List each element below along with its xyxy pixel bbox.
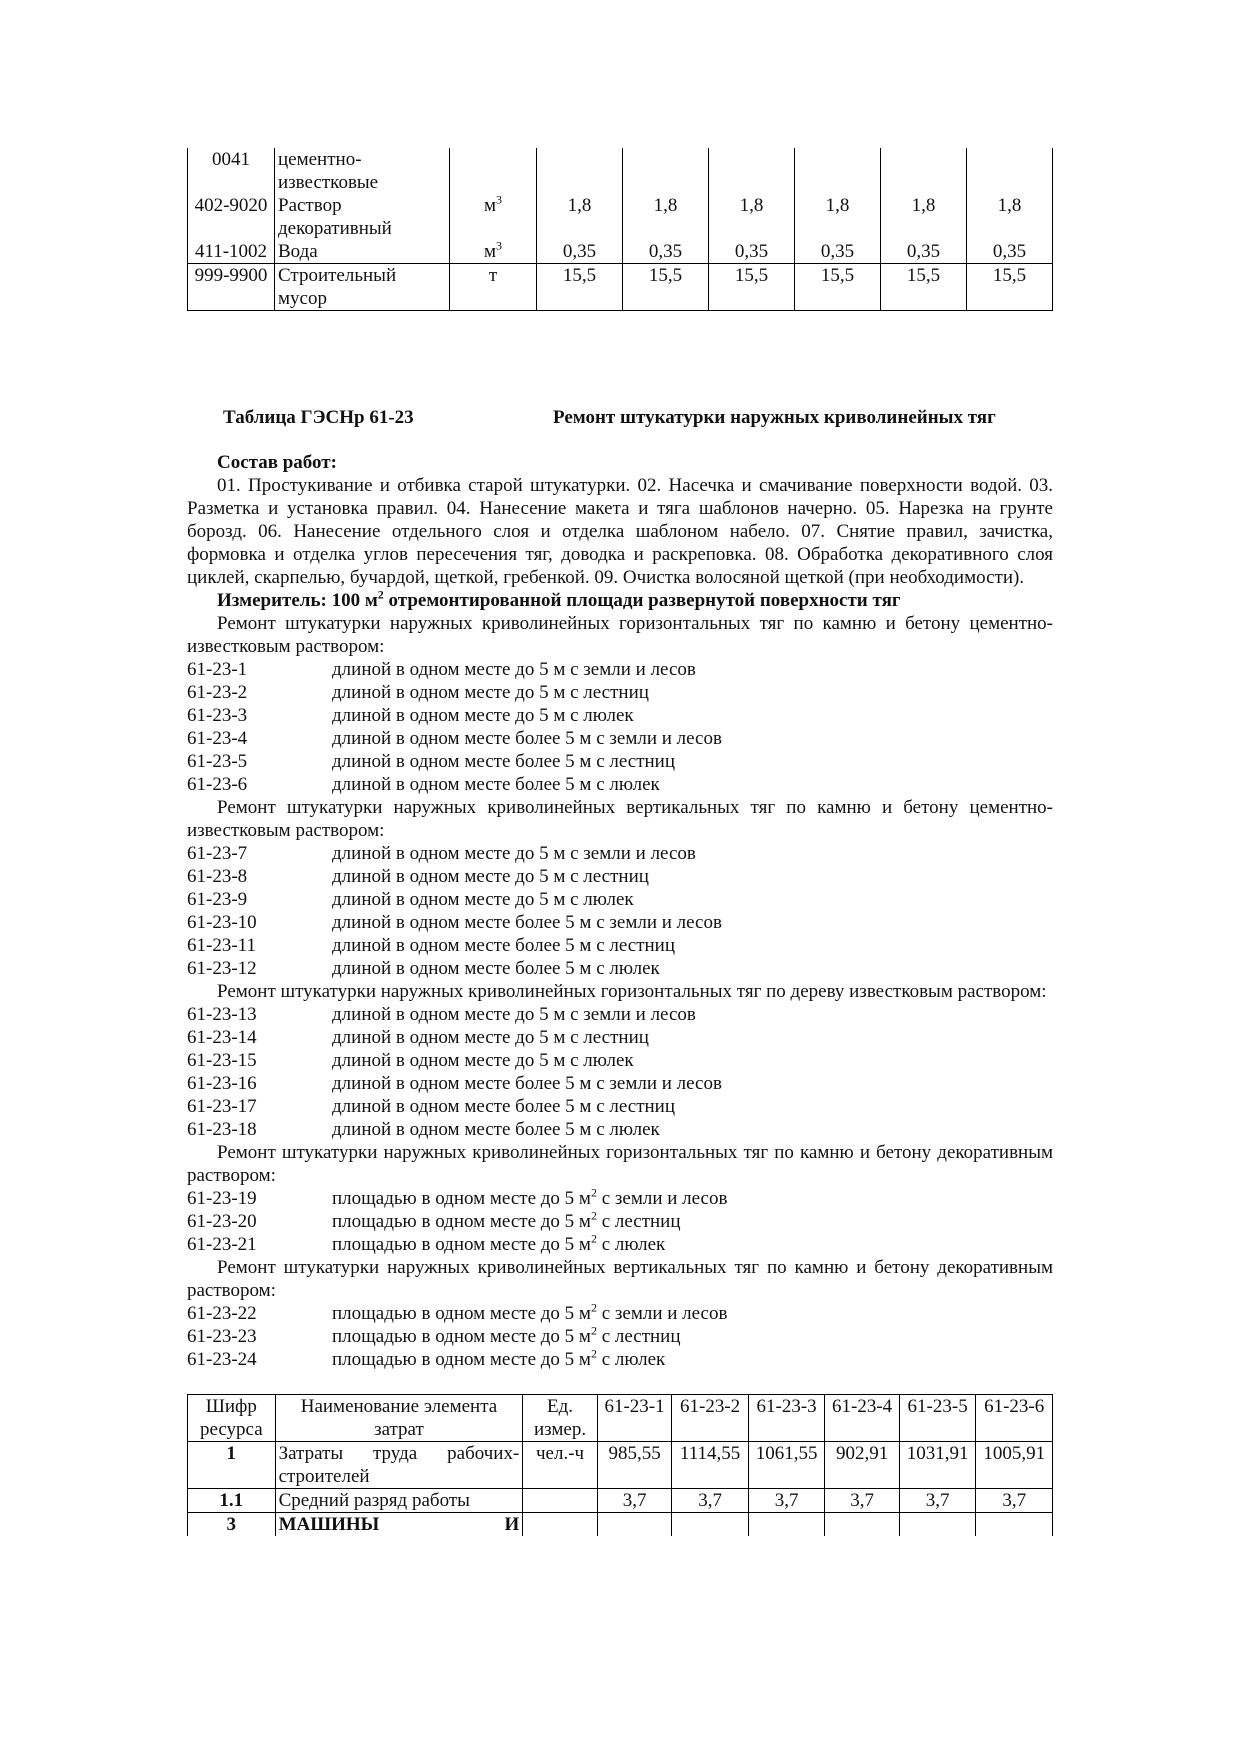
item-code: 61-23-12 — [187, 958, 257, 979]
resource-value: 1,8 — [967, 194, 1053, 240]
resource-value: 15,5 — [967, 264, 1053, 311]
norm-value: 1031,91 — [899, 1442, 976, 1489]
resource-name: цементно-известковые — [275, 148, 450, 194]
resource-value: 15,5 — [881, 264, 967, 311]
resource-value — [709, 148, 795, 194]
resource-value: 0,35 — [623, 240, 709, 264]
resource-value: 1,8 — [537, 194, 623, 240]
item-code: 61-23-19 — [187, 1188, 257, 1209]
column-header: Шифр ресурса — [188, 1395, 276, 1442]
group-title: Ремонт штукатурки наружных криволинейных вертикальных тяг по камню и бетону цементно-известковым раствором: — [187, 797, 1053, 841]
item-description: длиной в одном месте более 5 м с земли и лесов — [332, 912, 722, 933]
list-item — [187, 1187, 1053, 1210]
item-description: длиной в одном месте более 5 м с земли и лесов — [332, 728, 722, 749]
resource-value: 1,8 — [795, 194, 881, 240]
norm-value: 1114,55 — [672, 1442, 749, 1489]
table-row — [188, 1442, 1053, 1489]
norm-value: 3,7 — [899, 1489, 976, 1513]
resource-value — [623, 148, 709, 194]
norm-value: 3,7 — [597, 1489, 672, 1513]
list-item — [187, 750, 1053, 773]
resource-value: 1,8 — [881, 194, 967, 240]
table-row — [188, 1513, 1053, 1537]
list-item — [187, 842, 1053, 865]
item-description: площадью в одном месте до 5 $м^2$ с лестниц — [332, 1208, 681, 1232]
resource-value — [795, 148, 881, 194]
resource-code: 0041 — [188, 148, 275, 194]
item-code: 61-23-22 — [187, 1303, 257, 1324]
item-description: длиной в одном месте более 5 м с люлек — [332, 774, 660, 795]
item-code: 61-23-14 — [187, 1027, 257, 1048]
item-code: 61-23-2 — [187, 682, 248, 703]
resource-code: 411-1002 — [188, 240, 275, 264]
norm-value — [899, 1513, 976, 1537]
measure-line: Измеритель: 100 $м^2$ отремонтированной площади развернутой поверхности тяг — [217, 587, 901, 611]
resource-code: 3 — [188, 1513, 276, 1537]
item-description: длиной в одном месте до 5 м с люлек — [332, 1050, 634, 1071]
resource-name: Затраты труда рабочих-строителей — [275, 1442, 523, 1489]
resource-value: 0,35 — [709, 240, 795, 264]
column-header: 61-23-5 — [899, 1395, 976, 1442]
item-description: площадью в одном месте до 5 $м^2$ с земли и лесов — [332, 1185, 728, 1209]
composition-text: 01. Простукивание и отбивка старой штукатурки. 02. Насечка и смачивание поверхности водой. 03. Разметка и установка правил. 04. Нанесение макета и тяга шаблонов начерно. 05. Нарезка на грунте борозд. 06. Нанесение отдельного слоя и отделка шаблоном набело. 07. Снятие правил, зачистка, формовка и отделка углов пересечения тяг, доводка и раскреповка. 08. Обработка декоративного слоя циклей, скарпелью, бучардой, щеткой, гребенкой. 09. Очистка волосяной щеткой (при необходимости). — [187, 475, 1053, 588]
norm-value: 1061,55 — [748, 1442, 825, 1489]
resource-value — [967, 148, 1053, 194]
group-title: Ремонт штукатурки наружных криволинейных вертикальных тяг по камню и бетону декоративным раствором: — [187, 1257, 1053, 1301]
norms-table-header — [188, 1395, 1053, 1442]
list-item — [187, 1049, 1053, 1072]
list-item — [187, 1003, 1053, 1026]
item-description: длиной в одном месте более 5 м с люлек — [332, 958, 660, 979]
item-description: длиной в одном месте до 5 м с земли и лесов — [332, 659, 696, 680]
norm-value — [976, 1513, 1053, 1537]
item-description: площадью в одном месте до 5 $м^2$ с люлек — [332, 1231, 666, 1255]
resource-code: 999-9900 — [188, 264, 275, 311]
list-item — [187, 888, 1053, 911]
item-code: 61-23-21 — [187, 1234, 257, 1255]
resource-name: Средний разряд работы — [275, 1489, 523, 1513]
table-row — [188, 1489, 1053, 1513]
list-item — [187, 1325, 1053, 1348]
list-item — [187, 1072, 1053, 1095]
item-code: 61-23-6 — [187, 774, 248, 795]
resource-value: 0,35 — [967, 240, 1053, 264]
column-header: 61-23-4 — [825, 1395, 900, 1442]
resource-name: Раствор декоративный — [275, 194, 450, 240]
document-page — [187, 148, 1053, 1536]
resource-value: 15,5 — [709, 264, 795, 311]
norm-value: 3,7 — [748, 1489, 825, 1513]
item-description: длиной в одном месте до 5 м с лестниц — [332, 682, 649, 703]
item-description: длиной в одном месте до 5 м с земли и лесов — [332, 843, 696, 864]
item-description: длиной в одном месте более 5 м с лестниц — [332, 935, 676, 956]
resource-unit — [450, 148, 537, 194]
resource-value: 0,35 — [537, 240, 623, 264]
item-description: длиной в одном месте более 5 м с люлек — [332, 1119, 660, 1140]
item-code: 61-23-18 — [187, 1119, 257, 1140]
list-item — [187, 1118, 1053, 1141]
norm-value: 3,7 — [976, 1489, 1053, 1513]
column-header: 61-23-6 — [976, 1395, 1053, 1442]
list-item — [187, 865, 1053, 888]
resource-name: МАШИНЫ И — [275, 1513, 523, 1537]
resource-value: 15,5 — [537, 264, 623, 311]
list-item — [187, 1233, 1053, 1256]
resource-unit: $м^3$ — [450, 194, 537, 240]
table-label: Таблица ГЭСНр 61-23 — [223, 407, 414, 428]
resource-value: 0,35 — [795, 240, 881, 264]
item-description: длиной в одном месте более 5 м с лестниц — [332, 1096, 676, 1117]
item-code: 61-23-7 — [187, 843, 248, 864]
list-item — [187, 727, 1053, 750]
item-code: 61-23-10 — [187, 912, 257, 933]
item-code: 61-23-9 — [187, 889, 248, 910]
item-code: 61-23-24 — [187, 1349, 257, 1370]
group-title: Ремонт штукатурки наружных криволинейных горизонтальных тяг по камню и бетону цементно-известковым раствором: — [187, 613, 1053, 657]
resource-code: 1.1 — [188, 1489, 276, 1513]
resource-unit: т — [450, 264, 537, 311]
resource-value — [537, 148, 623, 194]
norm-value: 985,55 — [597, 1442, 672, 1489]
item-code: 61-23-8 — [187, 866, 248, 887]
resource-value: 15,5 — [795, 264, 881, 311]
column-header: 61-23-3 — [748, 1395, 825, 1442]
item-code: 61-23-3 — [187, 705, 248, 726]
item-description: площадью в одном месте до 5 $м^2$ с земли и лесов — [332, 1300, 728, 1324]
group-title: Ремонт штукатурки наружных криволинейных горизонтальных тяг по камню и бетону декоративным раствором: — [187, 1142, 1053, 1186]
item-code: 61-23-20 — [187, 1211, 257, 1232]
item-code: 61-23-11 — [187, 935, 256, 956]
column-header: 61-23-1 — [597, 1395, 672, 1442]
composition-label: Состав работ: — [217, 452, 337, 473]
column-header: 61-23-2 — [672, 1395, 749, 1442]
norm-value: 3,7 — [825, 1489, 900, 1513]
resource-code: 402-9020 — [188, 194, 275, 240]
norm-value: 1005,91 — [976, 1442, 1053, 1489]
list-item — [187, 773, 1053, 796]
list-item — [187, 1302, 1053, 1325]
work-groups — [187, 612, 1053, 1371]
list-item — [187, 957, 1053, 980]
list-item — [187, 1026, 1053, 1049]
resource-unit: чел.-ч — [523, 1442, 598, 1489]
norms-table — [187, 1394, 1053, 1536]
item-code: 61-23-1 — [187, 659, 248, 680]
list-item — [187, 704, 1053, 727]
resource-name: Вода — [275, 240, 450, 264]
item-description: площадью в одном месте до 5 $м^2$ с люлек — [332, 1346, 666, 1370]
item-description: длиной в одном месте до 5 м с лестниц — [332, 1027, 649, 1048]
list-item — [187, 1210, 1053, 1233]
norm-value — [748, 1513, 825, 1537]
table-title: Ремонт штукатурки наружных криволинейных тяг — [553, 407, 996, 428]
item-code: 61-23-17 — [187, 1096, 257, 1117]
item-code: 61-23-13 — [187, 1004, 257, 1025]
table-row — [188, 264, 1053, 311]
item-description: длиной в одном месте до 5 м с земли и лесов — [332, 1004, 696, 1025]
norm-value — [597, 1513, 672, 1537]
item-code: 61-23-5 — [187, 751, 248, 772]
norm-value — [825, 1513, 900, 1537]
table-heading — [187, 406, 1053, 429]
table-row — [188, 240, 1053, 264]
item-code: 61-23-4 — [187, 728, 248, 749]
list-item — [187, 658, 1053, 681]
item-description: длиной в одном месте до 5 м с люлек — [332, 889, 634, 910]
item-code: 61-23-15 — [187, 1050, 257, 1071]
column-header: Ед. измер. — [523, 1395, 598, 1442]
group-title: Ремонт штукатурки наружных криволинейных горизонтальных тяг по дереву известковым раствором: — [217, 981, 1047, 1002]
resource-value: 1,8 — [709, 194, 795, 240]
norm-value — [672, 1513, 749, 1537]
list-item — [187, 934, 1053, 957]
table-row — [188, 194, 1053, 240]
resource-unit — [523, 1513, 598, 1537]
resource-value: 15,5 — [623, 264, 709, 311]
resource-unit: $м^3$ — [450, 240, 537, 264]
column-header: Наименование элемента затрат — [275, 1395, 523, 1442]
norm-value: 902,91 — [825, 1442, 900, 1489]
resource-code: 1 — [188, 1442, 276, 1489]
item-description: длиной в одном месте до 5 м с люлек — [332, 705, 634, 726]
list-item — [187, 911, 1053, 934]
item-description: длиной в одном месте до 5 м с лестниц — [332, 866, 649, 887]
resource-name: Строительный мусор — [275, 264, 450, 311]
list-item — [187, 1095, 1053, 1118]
resource-unit — [523, 1489, 598, 1513]
table-row — [188, 148, 1053, 194]
item-description: длиной в одном месте более 5 м с лестниц — [332, 751, 676, 772]
item-code: 61-23-16 — [187, 1073, 257, 1094]
resources-table-continuation — [187, 148, 1053, 311]
resource-value — [881, 148, 967, 194]
item-code: 61-23-23 — [187, 1326, 257, 1347]
list-item — [187, 681, 1053, 704]
item-description: длиной в одном месте более 5 м с земли и лесов — [332, 1073, 722, 1094]
norm-value: 3,7 — [672, 1489, 749, 1513]
resource-value: 1,8 — [623, 194, 709, 240]
resource-value: 0,35 — [881, 240, 967, 264]
item-description: площадью в одном месте до 5 $м^2$ с лестниц — [332, 1323, 681, 1347]
list-item — [187, 1348, 1053, 1371]
